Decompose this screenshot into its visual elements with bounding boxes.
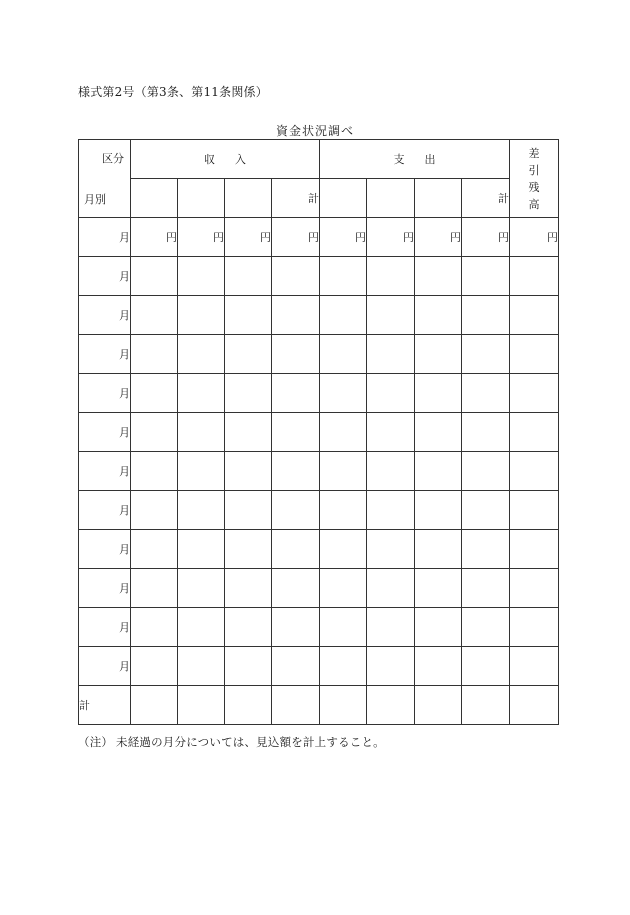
entry-cell[interactable] bbox=[415, 257, 462, 296]
month-row bbox=[79, 335, 559, 374]
yen-unit-label: 円 bbox=[462, 218, 510, 257]
entry-cell[interactable] bbox=[367, 647, 415, 686]
entry-cell[interactable] bbox=[415, 374, 462, 413]
income-char: 入 bbox=[235, 153, 246, 166]
entry-cell[interactable] bbox=[178, 296, 225, 335]
entry-cell[interactable] bbox=[131, 608, 178, 647]
entry-cell[interactable] bbox=[415, 335, 462, 374]
entry-cell[interactable] bbox=[225, 647, 272, 686]
entry-cell[interactable] bbox=[462, 374, 510, 413]
entry-cell[interactable] bbox=[510, 413, 559, 452]
entry-cell[interactable] bbox=[320, 647, 367, 686]
entry-cell[interactable] bbox=[178, 335, 225, 374]
kubun-label: 区分 bbox=[102, 152, 124, 165]
entry-cell[interactable] bbox=[367, 491, 415, 530]
entry-cell[interactable] bbox=[131, 335, 178, 374]
header-row-1 bbox=[79, 140, 559, 179]
balance-char: 高 bbox=[528, 197, 540, 211]
entry-cell[interactable] bbox=[415, 686, 462, 725]
yen-unit-label: 円 bbox=[320, 218, 367, 257]
entry-cell[interactable] bbox=[272, 569, 320, 608]
entry-cell[interactable] bbox=[131, 530, 178, 569]
entry-cell[interactable] bbox=[462, 530, 510, 569]
entry-cell[interactable] bbox=[272, 335, 320, 374]
entry-cell[interactable] bbox=[272, 686, 320, 725]
entry-cell[interactable] bbox=[367, 413, 415, 452]
entry-cell[interactable] bbox=[367, 452, 415, 491]
entry-cell[interactable] bbox=[510, 530, 559, 569]
fund-status-table bbox=[78, 139, 559, 725]
entry-cell[interactable] bbox=[462, 335, 510, 374]
yen-unit-label: 円 bbox=[272, 218, 320, 257]
entry-cell[interactable] bbox=[131, 686, 178, 725]
entry-cell[interactable] bbox=[367, 608, 415, 647]
entry-cell[interactable] bbox=[510, 452, 559, 491]
entry-cell[interactable] bbox=[320, 374, 367, 413]
entry-cell[interactable] bbox=[367, 374, 415, 413]
yen-unit-label: 円 bbox=[131, 218, 178, 257]
entry-cell[interactable] bbox=[131, 413, 178, 452]
entry-cell[interactable] bbox=[225, 335, 272, 374]
entry-cell[interactable] bbox=[415, 413, 462, 452]
entry-cell[interactable] bbox=[178, 413, 225, 452]
month-label: 月 bbox=[79, 413, 131, 452]
yen-unit-label: 円 bbox=[367, 218, 415, 257]
month-row bbox=[79, 413, 559, 452]
entry-cell[interactable] bbox=[178, 374, 225, 413]
expense-subcolumn-header bbox=[367, 179, 415, 218]
entry-cell[interactable] bbox=[510, 374, 559, 413]
month-label: 月 bbox=[79, 257, 131, 296]
total-row bbox=[79, 686, 559, 725]
entry-cell[interactable] bbox=[367, 569, 415, 608]
income-subcolumn-header bbox=[131, 179, 178, 218]
entry-cell[interactable] bbox=[367, 686, 415, 725]
entry-cell[interactable] bbox=[178, 569, 225, 608]
month-row bbox=[79, 257, 559, 296]
entry-cell[interactable] bbox=[462, 608, 510, 647]
entry-cell[interactable] bbox=[510, 686, 559, 725]
month-label: 月 bbox=[79, 335, 131, 374]
entry-cell[interactable] bbox=[510, 647, 559, 686]
entry-cell[interactable] bbox=[320, 257, 367, 296]
entry-cell[interactable] bbox=[131, 647, 178, 686]
footnote-mark: （注） bbox=[78, 735, 114, 749]
entry-cell[interactable] bbox=[178, 647, 225, 686]
entry-cell[interactable] bbox=[131, 491, 178, 530]
entry-cell[interactable] bbox=[320, 452, 367, 491]
entry-cell[interactable] bbox=[415, 569, 462, 608]
month-row bbox=[79, 530, 559, 569]
month-label: 月 bbox=[79, 491, 131, 530]
entry-cell[interactable] bbox=[510, 257, 559, 296]
entry-cell[interactable] bbox=[131, 257, 178, 296]
entry-cell[interactable] bbox=[320, 686, 367, 725]
expense-subtotal-header: 計 bbox=[462, 179, 510, 218]
corner-header-cell bbox=[79, 140, 131, 218]
entry-cell[interactable] bbox=[225, 296, 272, 335]
total-label: 計 bbox=[79, 686, 131, 725]
expense-char: 出 bbox=[424, 153, 436, 166]
entry-cell[interactable] bbox=[178, 257, 225, 296]
entry-cell[interactable] bbox=[178, 491, 225, 530]
entry-cell[interactable] bbox=[462, 296, 510, 335]
month-label: 月 bbox=[79, 608, 131, 647]
month-row bbox=[79, 608, 559, 647]
balance-char: 引 bbox=[528, 163, 540, 177]
entry-cell[interactable] bbox=[225, 374, 272, 413]
entry-cell[interactable] bbox=[462, 491, 510, 530]
balance-char: 差 bbox=[528, 146, 540, 160]
entry-cell[interactable] bbox=[320, 335, 367, 374]
entry-cell[interactable] bbox=[320, 530, 367, 569]
form-title: 資金状況調べ bbox=[275, 124, 354, 138]
entry-cell[interactable] bbox=[225, 413, 272, 452]
entry-cell[interactable] bbox=[131, 452, 178, 491]
entry-cell[interactable] bbox=[462, 413, 510, 452]
income-subcolumn-header bbox=[178, 179, 225, 218]
entry-cell[interactable] bbox=[510, 569, 559, 608]
entry-cell[interactable] bbox=[272, 608, 320, 647]
income-group-header bbox=[131, 140, 320, 179]
entry-cell[interactable] bbox=[510, 335, 559, 374]
month-label: 月 bbox=[79, 569, 131, 608]
entry-cell[interactable] bbox=[178, 530, 225, 569]
entry-cell[interactable] bbox=[225, 257, 272, 296]
entry-cell[interactable] bbox=[178, 608, 225, 647]
entry-cell[interactable] bbox=[415, 491, 462, 530]
entry-cell[interactable] bbox=[510, 491, 559, 530]
balance-char: 残 bbox=[528, 180, 540, 194]
tsukibetsu-label: 月別 bbox=[84, 193, 106, 206]
entry-cell[interactable] bbox=[320, 296, 367, 335]
entry-cell[interactable] bbox=[462, 257, 510, 296]
month-row bbox=[79, 491, 559, 530]
yen-unit-label: 円 bbox=[510, 218, 559, 257]
month-row bbox=[79, 374, 559, 413]
expense-subcolumn-header bbox=[415, 179, 462, 218]
entry-cell[interactable] bbox=[272, 257, 320, 296]
month-row bbox=[79, 296, 559, 335]
entry-cell[interactable] bbox=[462, 686, 510, 725]
yen-unit-label: 円 bbox=[178, 218, 225, 257]
entry-cell[interactable] bbox=[131, 296, 178, 335]
entry-cell[interactable] bbox=[510, 296, 559, 335]
expense-group-header bbox=[320, 140, 510, 179]
entry-cell[interactable] bbox=[131, 569, 178, 608]
entry-cell[interactable] bbox=[272, 530, 320, 569]
entry-cell[interactable] bbox=[225, 686, 272, 725]
entry-cell[interactable] bbox=[367, 296, 415, 335]
entry-cell[interactable] bbox=[272, 647, 320, 686]
entry-cell[interactable] bbox=[415, 647, 462, 686]
entry-cell[interactable] bbox=[225, 530, 272, 569]
month-label: 月 bbox=[79, 647, 131, 686]
entry-cell[interactable] bbox=[415, 296, 462, 335]
entry-cell[interactable] bbox=[272, 296, 320, 335]
expense-subcolumn-header bbox=[320, 179, 367, 218]
footnote bbox=[78, 734, 385, 750]
unit-row bbox=[79, 218, 559, 257]
entry-cell[interactable] bbox=[320, 569, 367, 608]
entry-cell[interactable] bbox=[320, 608, 367, 647]
entry-cell[interactable] bbox=[462, 569, 510, 608]
entry-cell[interactable] bbox=[415, 608, 462, 647]
entry-cell[interactable] bbox=[367, 530, 415, 569]
month-row bbox=[79, 569, 559, 608]
form-number-label: 様式第2号（第3条、第11条関係） bbox=[78, 85, 268, 99]
entry-cell[interactable] bbox=[320, 413, 367, 452]
month-label: 月 bbox=[79, 296, 131, 335]
entry-cell[interactable] bbox=[320, 491, 367, 530]
entry-cell[interactable] bbox=[415, 530, 462, 569]
income-subtotal-header: 計 bbox=[272, 179, 320, 218]
month-row bbox=[79, 452, 559, 491]
month-row bbox=[79, 647, 559, 686]
entry-cell[interactable] bbox=[225, 608, 272, 647]
income-subcolumn-header bbox=[225, 179, 272, 218]
balance-header-cell bbox=[510, 140, 559, 218]
entry-cell[interactable] bbox=[367, 335, 415, 374]
entry-cell[interactable] bbox=[415, 452, 462, 491]
entry-cell[interactable] bbox=[225, 569, 272, 608]
footnote-text: 未経過の月分については、見込額を計上すること。 bbox=[116, 735, 385, 749]
month-label: 月 bbox=[79, 452, 131, 491]
entry-cell[interactable] bbox=[272, 452, 320, 491]
entry-cell[interactable] bbox=[178, 686, 225, 725]
header-row-2 bbox=[79, 179, 559, 218]
entry-cell[interactable] bbox=[178, 452, 225, 491]
entry-cell[interactable] bbox=[367, 257, 415, 296]
yen-unit-label: 円 bbox=[415, 218, 462, 257]
month-label: 月 bbox=[79, 374, 131, 413]
entry-cell[interactable] bbox=[225, 491, 272, 530]
income-char: 収 bbox=[204, 153, 215, 166]
expense-char: 支 bbox=[393, 153, 405, 166]
entry-cell[interactable] bbox=[462, 647, 510, 686]
entry-cell[interactable] bbox=[462, 452, 510, 491]
entry-cell[interactable] bbox=[272, 413, 320, 452]
yen-unit-label: 円 bbox=[225, 218, 272, 257]
unit-row-month-label: 月 bbox=[79, 218, 131, 257]
entry-cell[interactable] bbox=[225, 452, 272, 491]
month-label: 月 bbox=[79, 530, 131, 569]
entry-cell[interactable] bbox=[510, 608, 559, 647]
entry-cell[interactable] bbox=[272, 374, 320, 413]
entry-cell[interactable] bbox=[272, 491, 320, 530]
entry-cell[interactable] bbox=[131, 374, 178, 413]
